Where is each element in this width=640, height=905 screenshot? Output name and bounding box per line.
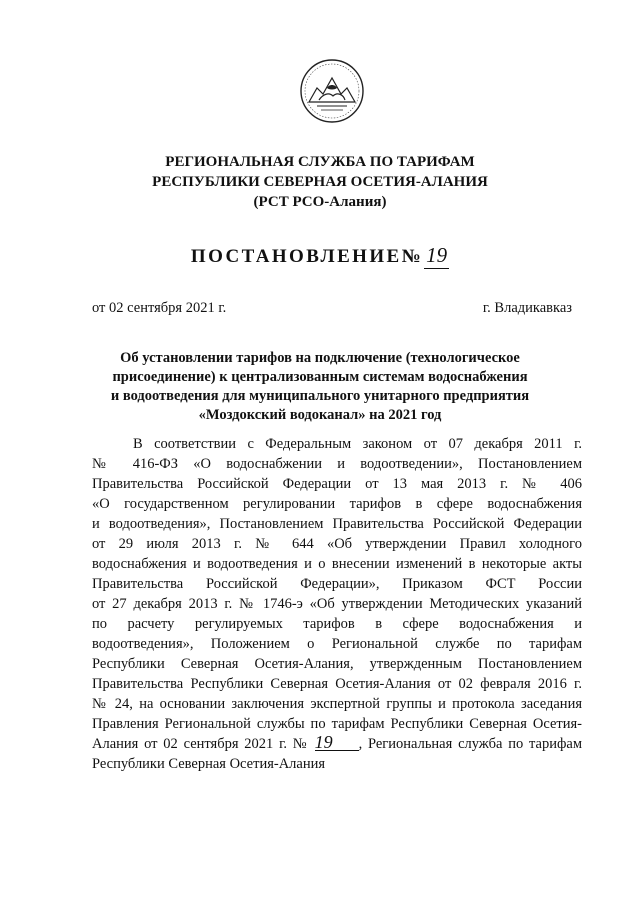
subject-line: Об установлении тарифов на подключение (технологическое: [120, 350, 520, 366]
subject-line: и водоотведения для муниципального унитарного предприятия: [110, 388, 530, 404]
decree-subject: [0, 349, 640, 425]
org-line-3: (РСТ РСО-Алания): [253, 194, 387, 210]
decree-title: ПОСТАНОВЛЕНИЕ№: [190, 246, 424, 267]
subject-line: «Моздокский водоканал» на 2021 год: [198, 407, 442, 423]
org-line-2: РЕСПУБЛИКИ СЕВЕРНАЯ ОСЕТИЯ-АЛАНИЯ: [152, 174, 488, 190]
body-line: водоснабжения и водоотведения и о внесении изменений в некоторые акты: [92, 556, 582, 572]
org-line-1: РЕГИОНАЛЬНАЯ СЛУЖБА ПО ТАРИФАМ: [165, 154, 475, 170]
body-line-16-end: , Региональная служба по тарифам: [358, 736, 582, 752]
decree-body: [92, 434, 582, 774]
subject-line: присоединение) к централизованным системам водоснабжения: [112, 369, 528, 385]
body-line: Правительства Российской Федерации от 13 мая 2013 г. № 406: [92, 476, 582, 492]
body-line: по расчету регулируемых тарифов в сфере водоснабжения и: [92, 616, 582, 632]
body-line: водоотведения», Положением о Региональной службе по тарифам: [92, 636, 582, 652]
body-line: Республики Северная Осетия-Алания, утвержденным Постановлением: [92, 656, 582, 672]
body-line: от 29 июля 2013 г. № 644 «Об утверждении Правил холодного: [92, 536, 582, 552]
coat-of-arms-emblem: [299, 58, 365, 124]
organization-name: [0, 152, 640, 212]
handwritten-protocol-number: 19: [315, 734, 359, 751]
decree-number: 19: [426, 243, 448, 267]
body-line: Правления Региональной службы по тарифам Республики Северная Осетия-: [92, 716, 582, 732]
decree-city: г. Владикавказ: [482, 300, 572, 316]
body-line: № 416-ФЗ «О водоснабжении и водоотведении», Постановлением: [92, 456, 582, 472]
decree-date: от 02 сентября 2021 г.: [92, 300, 227, 316]
body-line: В соответствии с Федеральным законом от 07 декабря 2011 г.: [133, 436, 582, 452]
body-line: и водоотведения», Постановлением Правительства Российской Федерации: [92, 516, 582, 532]
body-line-16-start: Алания от 02 сентября 2021 г. №: [92, 736, 315, 752]
body-line-with-number: [92, 734, 582, 754]
body-line: Республики Северная Осетия-Алания: [92, 756, 326, 772]
body-line: № 24, на основании заключения экспертной группы и протокола заседания: [92, 696, 582, 712]
body-line: «О государственном регулировании тарифов в сфере водоснабжения: [92, 496, 582, 512]
body-line: от 27 декабря 2013 г. № 1746-э «Об утверждении Методических указаний: [92, 596, 582, 612]
body-line: Правительства Республики Северная Осетия-Алания от 02 февраля 2016 г.: [92, 676, 582, 692]
body-line: Правительства Российской Федерации», Приказом ФСТ России: [92, 576, 582, 592]
decree-heading: [0, 242, 640, 270]
